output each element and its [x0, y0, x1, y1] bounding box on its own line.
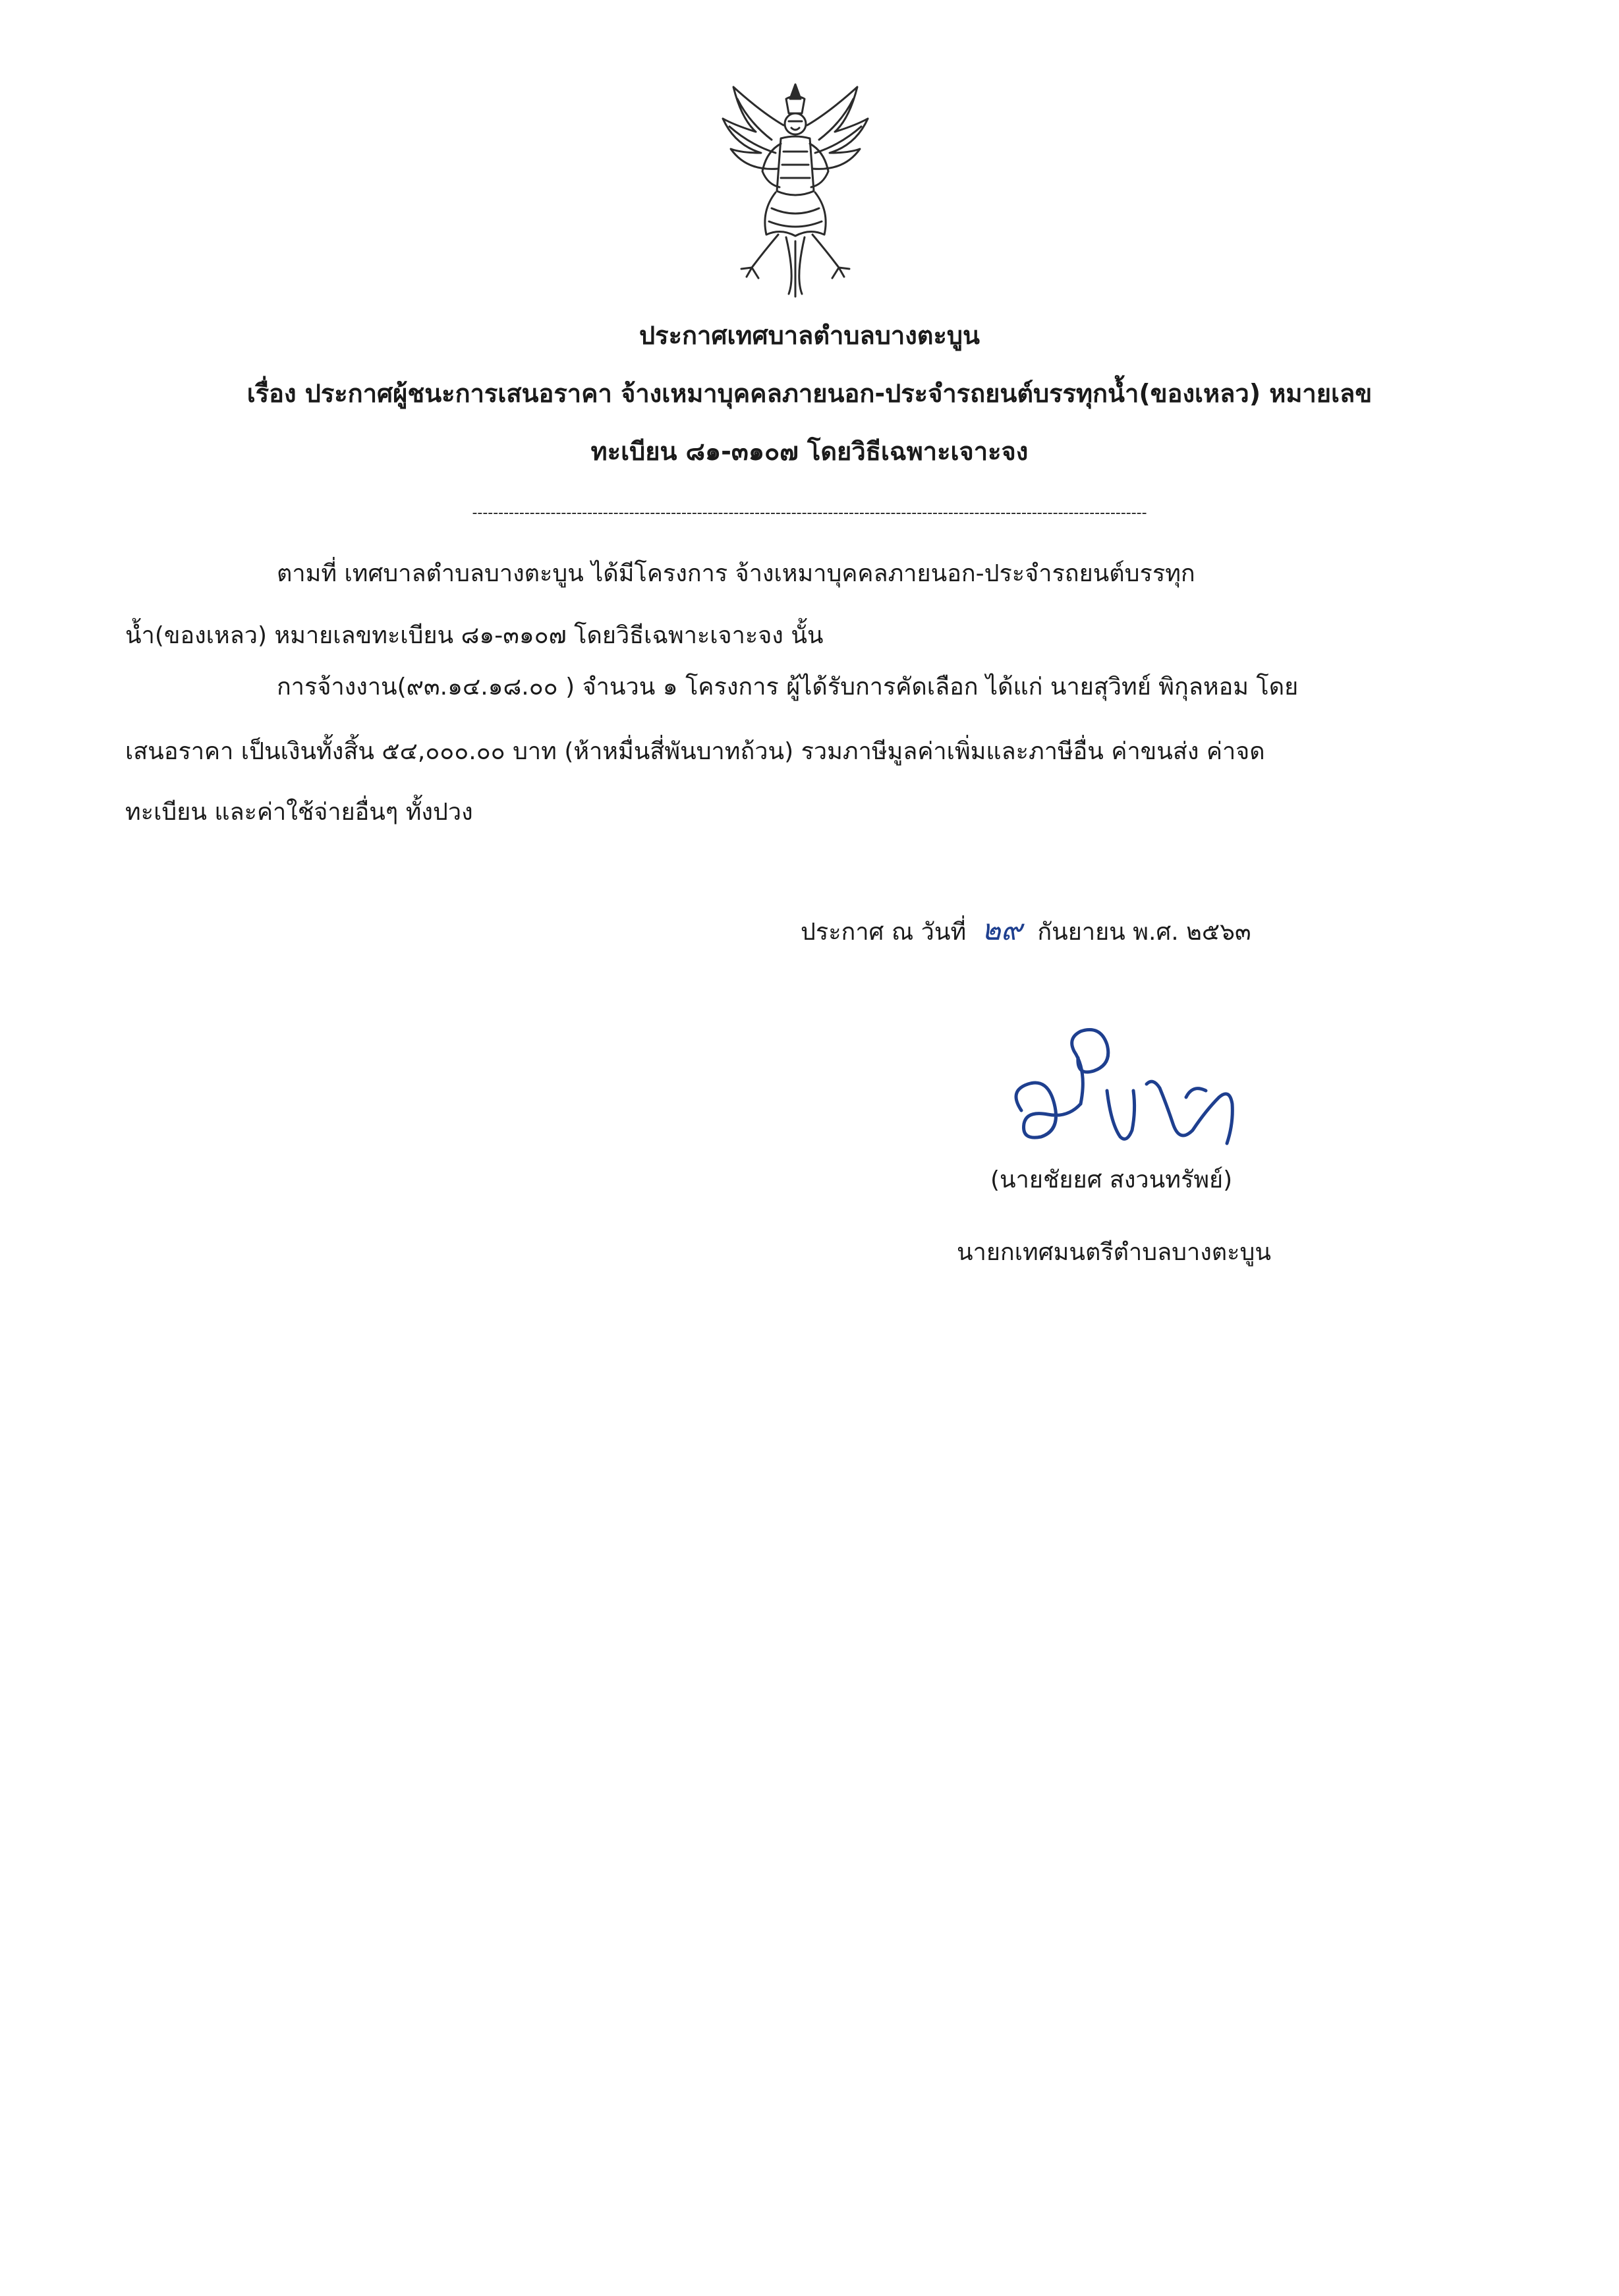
handwritten-signature: [995, 1012, 1272, 1163]
signer-title: นายกเทศมนตรีตำบลบางตะบูน: [957, 1239, 1271, 1266]
paragraph-2-line-3: ทะเบียน และค่าใช้จ่ายอื่นๆ ทั้งปวง: [125, 799, 473, 826]
paragraph-2-line-2: เสนอราคา เป็นเงินทั้งสิ้น ๕๔,๐๐๐.๐๐ บาท (ห้าหมื่นสี่พันบาทถ้วน) รวมภาษีมูลค่าเพิ่มและภาษีอื่น ค่าขนส่ง ค่าจด: [125, 738, 1265, 765]
announcement-title: ประกาศเทศบาลตำบลบางตะบูน: [639, 321, 980, 350]
paragraph-2-line-1: การจ้างงาน(๙๓.๑๔.๑๘.๐๐ ) จำนวน ๑ โครงการ ผู้ได้รับการคัดเลือก ได้แก่ นายสุวิทย์ พิกุลหอม โดย: [277, 674, 1299, 701]
divider: ---------------------------------------------------------------------------------------------------------------------------------: [472, 505, 1147, 521]
subject-line-1: เรื่อง ประกาศผู้ชนะการเสนอราคา จ้างเหมาบุคคลภายนอก-ประจำรถยนต์บรรทุกน้ำ(ของเหลว) หมายเลข: [246, 379, 1373, 408]
date-suffix: กันยายน พ.ศ. ๒๕๖๓: [1037, 919, 1251, 946]
announcement-date: [801, 914, 1251, 949]
paragraph-1-line-1: ตามที่ เทศบาลตำบลบางตะบูน ได้มีโครงการ จ้างเหมาบุคคลภายนอก-ประจำรถยนต์บรรทุก: [277, 560, 1195, 587]
date-day-handwritten: ๒๙: [981, 913, 1022, 947]
paragraph-1-line-2: น้ำ(ของเหลว) หมายเลขทะเบียน ๘๑-๓๑๐๗ โดยวิธีเฉพาะเจาะจง นั้น: [125, 622, 824, 649]
date-prefix: ประกาศ ณ วันที่: [801, 919, 967, 946]
subject-line-2: ทะเบียน ๘๑-๓๑๐๗ โดยวิธีเฉพาะเจาะจง: [590, 437, 1029, 466]
garuda-emblem-icon: [715, 79, 876, 300]
signer-name: (นายชัยยศ สงวนทรัพย์): [990, 1166, 1233, 1193]
